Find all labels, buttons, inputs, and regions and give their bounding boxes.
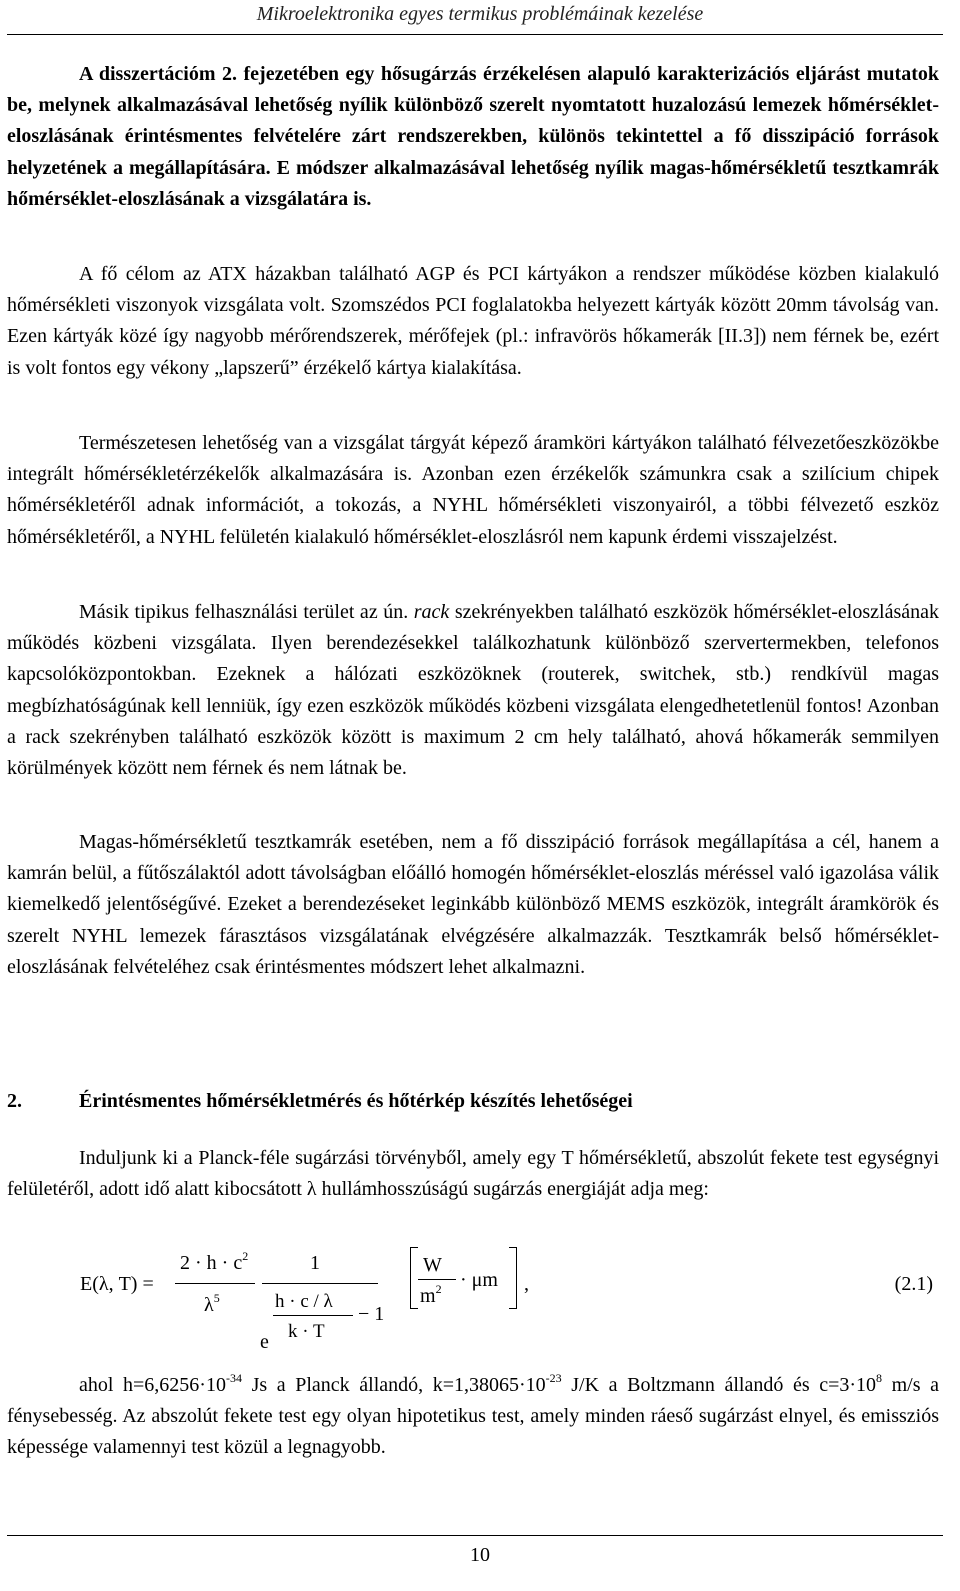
footer-rule: [7, 1535, 943, 1536]
running-header: Mikroelektronika egyes termikus problémáinak kezelése: [256, 3, 704, 25]
fraction1-denominator: $\lambda^5$: [204, 1291, 220, 1316]
fraction1-bar: [175, 1283, 255, 1284]
paragraph-constants: ahol $h=6,6256\cdot 10^{-34}$ Js a Planck állandó, $k=1,38065\cdot 10^{-23}$ J/K a Boltzmann állandó és $c=3\cdot 10^8$ m/s a fénysebesség. Az abszolút fekete test egy olyan hipotetikus test, amely minden ráeső sugárzást elnyel, és emissziós képessége valamennyi test közül a legnagyobb.: [7, 1371, 940, 1459]
paragraph-integrated-sensors: Természetesen lehetőség van a vizsgálat tárgyát képező áramköri kártyákon található félvezetőeszközökbe integrált hőmérsékletérzékelők alkalmazására is. Azonban ezen érzékelők számunkra csak a szilícium chipek hőmérsékletéről adnak információt, a tokozás, a NYHL hőmérsékleti viszonyairól, a többi félvezető eszköz hőmérsékletéről, a NYHL felületén kialakuló hőmérséklet-eloszlásról nem kapunk érdemi visszajelzést.: [7, 432, 939, 548]
equation-comma: ,: [524, 1273, 529, 1295]
fraction1-numerator: $2 \cdot h \cdot c^2$: [180, 1249, 249, 1274]
paragraph-goal: A fő célom az ATX házakban található AGP és PCI kártyákon a rendszer működése közben kialakuló hőmérsékleti viszonyok vizsgálata volt. Szomszédos PCI foglalatokba helyezett kártyák között 20mm távolság van. Ezen kártyák közé így nagyobb mérőrendszerek, mérőfejek (pl.: infravörös hőkamerák [II.3]) nem férnek be, ezért is volt fontos egy vékony „lapszerű” érzékelő kártya kialakítása.: [7, 263, 939, 379]
exponential-base: e: [260, 1331, 269, 1353]
unit-numerator: W: [423, 1254, 442, 1276]
right-bracket: [509, 1247, 517, 1309]
paragraph-test-chambers: Magas-hőmérsékletű tesztkamrák esetében, nem a fő disszipáció források megállapítása a cél, hanem a kamrán belül, a fűtőszálaktól adott távolságban előálló homogén hőmérséklet-eloszlás méréssel való igazolása válik kiemelkedő jelentőségűvé. Ezeket a berendezéseket leginkább különböző MEMS eszközök, integrált áramkörök és szerelt NYHL lemezek fárasztásos vizsgálatának elvégzésére alkalmazzák. Tesztkamrák belső hőmérséklet-eloszlásának felvételéhez csak érintésmentes módszert lehet alkalmazni.: [7, 831, 939, 978]
paragraph-intro: A disszertációm 2. fejezetében egy hősugárzás érzékelésen alapuló karakterizációs eljárást mutatok be, melynek alkalmazásával lehetőség nyílik különböző szerelt nyomtatott huzalozású lemezek hőmérséklet-eloszlásának érintésmentes felvételére zárt rendszerekben, különös tekintettel a fő disszipáció források helyzetének a megállapítására. E módszer alkalmazásával lehetőség nyílik magas-hőmérsékletű tesztkamrák hőmérséklet-eloszlásának a vizsgálatára is.: [7, 63, 939, 210]
left-bracket: [410, 1247, 418, 1309]
minus-one: − 1: [358, 1303, 385, 1325]
equation-lhs: E(λ, T) =: [80, 1273, 154, 1295]
exponent-bar: [273, 1315, 353, 1316]
fraction2-bar: [262, 1283, 378, 1284]
paragraph-planck-intro: Induljunk ki a Planck-féle sugárzási törvényből, amely egy T hőmérsékletű, abszolút fekete test egységnyi felületéről, adott idő alatt kibocsátott λ hullámhosszúságú sugárzás energiáját adja meg:: [7, 1147, 939, 1201]
paragraph-rack: Másik tipikus felhasználási terület az ún. rack szekrényekben található eszközök hőmérséklet-eloszlásának működés közbeni vizsgálata. Ilyen berendezésekkel találkozhatunk különböző szervertermekben, telefonos kapcsolóközpontokban. Ezeknek a hálózati eszközöknek (routerek, switchek, stb.) rendkívül magas megbízhatóságúnak kell lenniük, így ezen eszközök működés közbeni vizsgálata elengedhetetlenül fontos! Azonban a rack szekrényben található eszközök között is maximum 2 cm hely található, ahová hőkamerák semmilyen körülmények között nem férnek és nem látnak be.: [7, 601, 939, 780]
planck-equation: [80, 1243, 960, 1355]
section-number: 2.: [7, 1090, 22, 1112]
exponent-numerator: h · c / λ: [275, 1291, 333, 1312]
section-title: Érintésmentes hőmérsékletmérés és hőtérkép készítés lehetőségei: [79, 1090, 633, 1112]
unit-denominator: $m^2$: [420, 1282, 442, 1307]
rack-term: rack: [413, 601, 450, 623]
header-rule: [7, 34, 943, 35]
exponent-denominator: k · T: [288, 1321, 325, 1342]
equation-number: (2.1): [894, 1273, 933, 1295]
fraction2-numerator: 1: [310, 1252, 320, 1274]
unit-times: · μm: [460, 1269, 498, 1291]
page-number: 10: [470, 1544, 490, 1566]
unit-bar: [418, 1279, 456, 1280]
